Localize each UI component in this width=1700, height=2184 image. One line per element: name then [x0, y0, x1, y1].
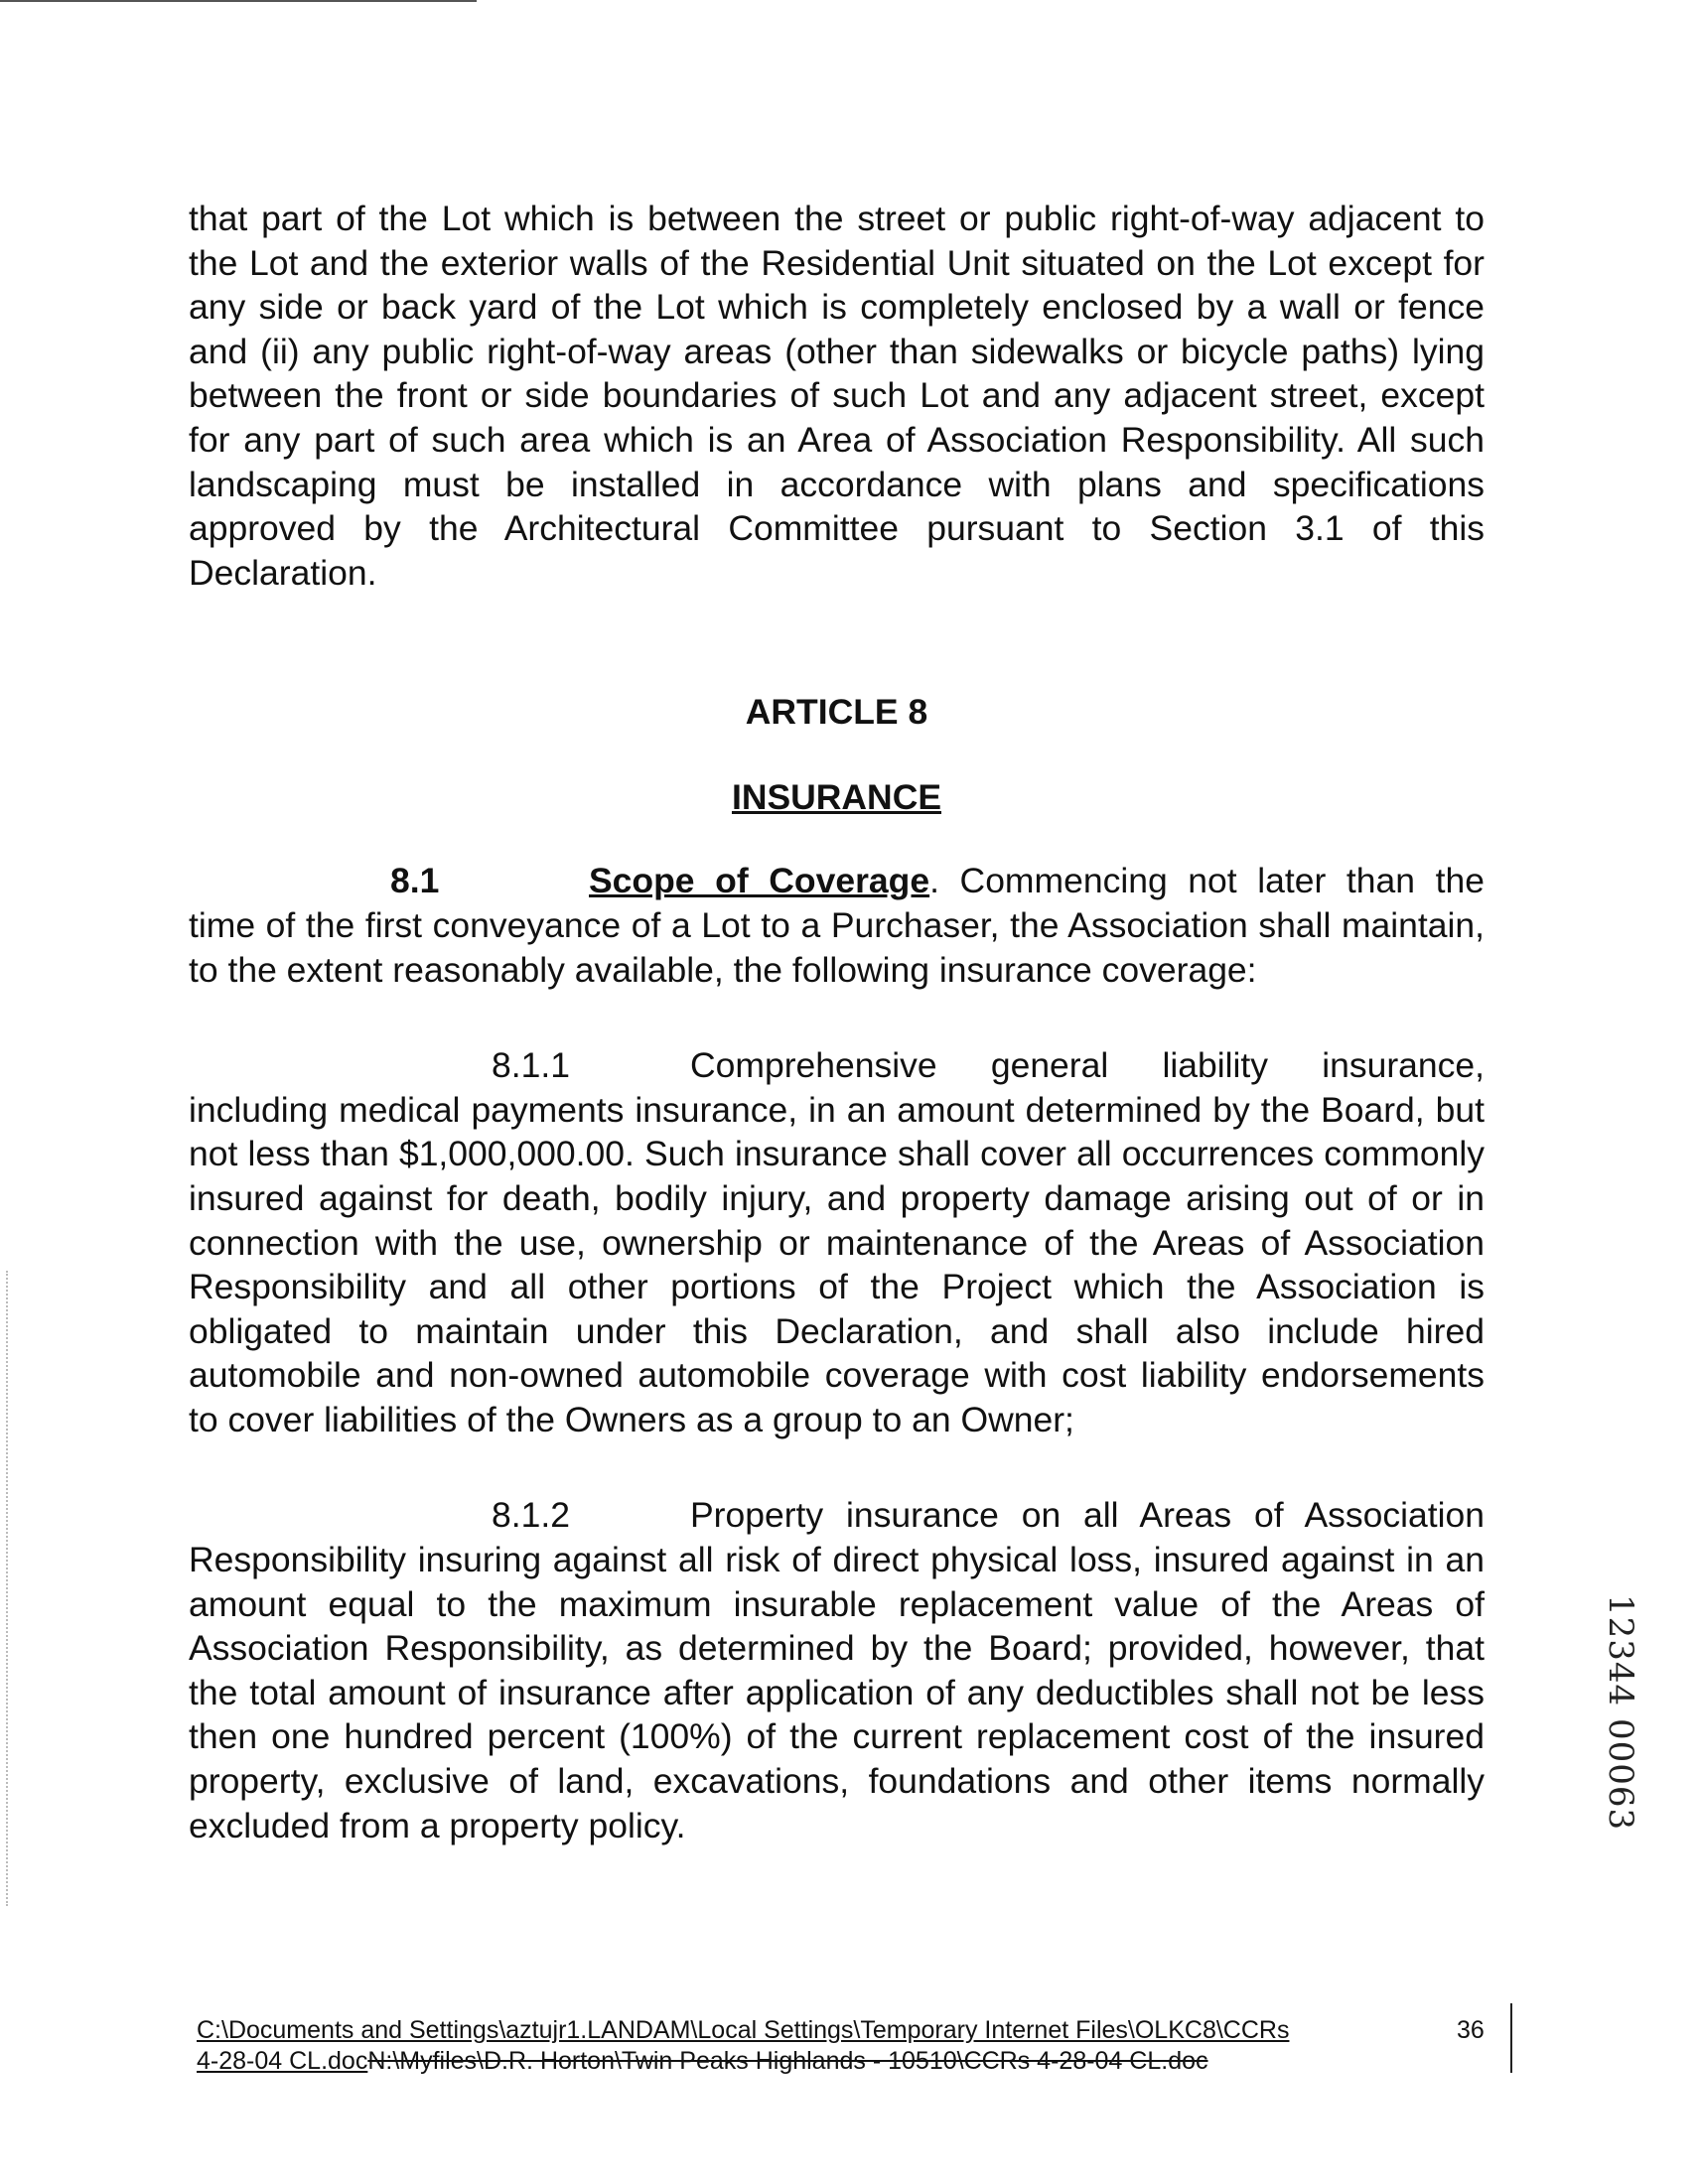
section-title-text: INSURANCE [731, 777, 942, 818]
clause-number: 8.1 [390, 861, 440, 901]
top-edge-rule [0, 0, 477, 2]
footer-file-path [197, 2015, 1517, 2077]
article-heading: ARTICLE 8 [745, 692, 928, 733]
section-title [189, 775, 1485, 819]
opening-paragraph: that part of the Lot which is between the street or public right-of-way adjacent to the Lot and the exterior walls of the Residential Unit situated on the Lot except for any side or back yard of the Lot which is completely enclosed by a wall or fence and (ii) any public right-of-way areas (other than sidewalks or bicycle paths) lying between the front or side boundaries of such Lot and any adjacent street, except for any part of such area which is an Area of Association Responsibility. All such landscaping must be installed in accordance with plans and specifications approved by the Architectural Committee pursuant to Section 3.1 of this Declaration. [189, 199, 1485, 593]
footer-path-line1: C:\Documents and Settings\aztujr1.LANDAM\Local Settings\Temporary Internet Files\OLKC8\CCRs [197, 2016, 1290, 2044]
clause-heading: Scope of Coverage [589, 861, 930, 901]
document-page [189, 197, 1485, 1847]
clause-8-1-2 [189, 1493, 1485, 1847]
subclause-number: 8.1.2 [492, 1495, 570, 1536]
page-number: 36 [1457, 2016, 1485, 2044]
subclause-number: 8.1.1 [492, 1045, 570, 1086]
footer-path-line2: 4-28-04 CL.docN:\Myfiles\D.R. Horton\Twin Peaks Highlands - 10510\CCRs 4-28-04 CL.doc [197, 2047, 1208, 2075]
footer-right-rule [1510, 2003, 1512, 2073]
clause-8-1-1 [189, 1043, 1485, 1441]
subclause-text: Comprehensive general liability insurance, including medical payments insurance, in an amount determined by the Board, but not less than $1,000,000.00. Such insurance shall cover all occurrences commonly insured against for death, bodily injury, and property damage arising out of or in connection with the use, ownership or maintenance of the Areas of Association Responsibility and all other portions of the Project which the Association is obligated to maintain under this Declaration, and shall also include hired automobile and non-owned automobile coverage with cost liability endorsements to cover liabilities of the Owners as a group to an Owner; [189, 1045, 1485, 1439]
recording-stamp: 12344 00063 [1601, 1594, 1640, 1832]
subclause-text: Property insurance on all Areas of Association Responsibility insuring against all risk of direct physical loss, insured against in an amount equal to the maximum insurable replacement value of the Areas of Association Responsibility, as determined by the Board; provided, however, that the total amount of insurance after application of any deductibles shall not be less then one hundred percent (100%) of the current replacement cost of the insured property, exclusive of land, excavations, foundations and other items normally excluded from a property policy. [189, 1495, 1485, 1845]
clause-text: . Commencing not later than the time of the first conveyance of a Lot to a Purchaser, the Association shall maintain, to the extent reasonably available, the following insurance coverage: [189, 861, 1485, 990]
scan-margin-specks [6, 1271, 10, 1906]
clause-8-1 [189, 859, 1485, 992]
